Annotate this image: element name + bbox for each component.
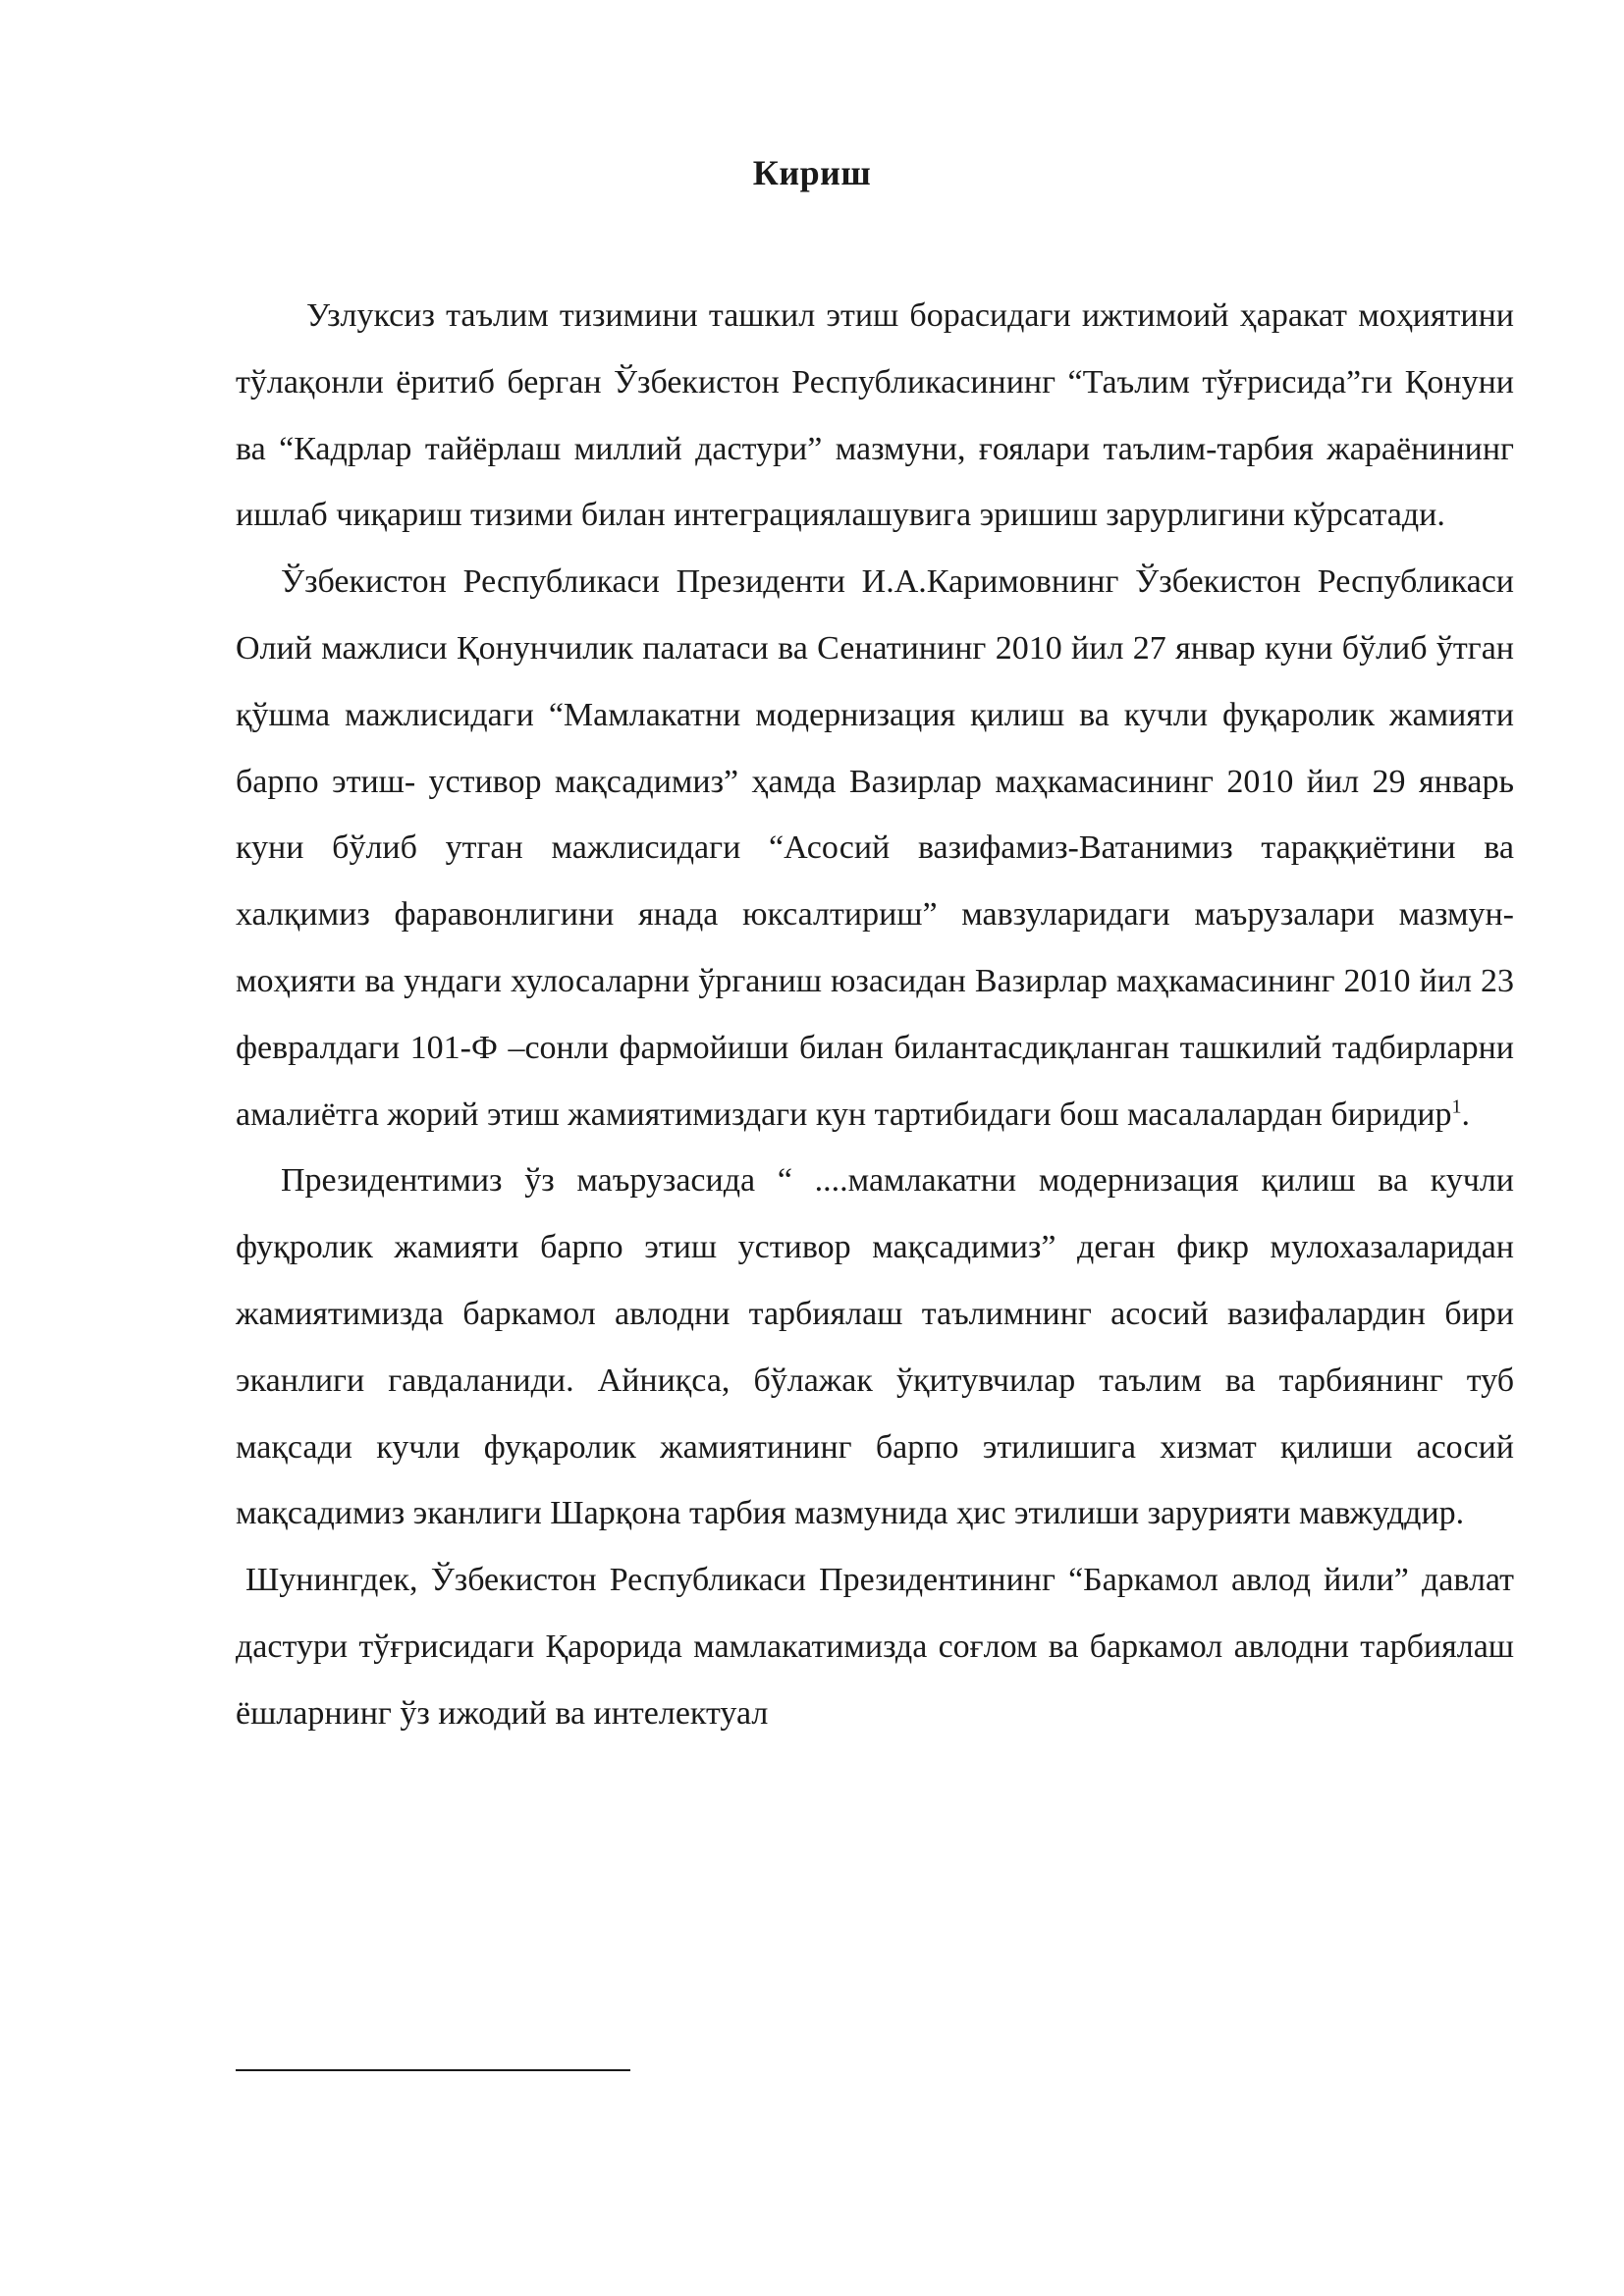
paragraph-2-tail: .: [1461, 1095, 1471, 1133]
paragraph-4: Шунингдек, Ўзбекистон Республикаси Президентининг “Баркамол авлод йили” давлат дастури тўғрисидаги Қарорида мамлакатимизда соғлом ва баркамол авлодни тарбиялаш ёшларнинг ўз ижодий ва интелектуал: [236, 1562, 1514, 1732]
footnote-separator: [236, 2069, 630, 2071]
page-title: Кириш: [752, 153, 872, 192]
paragraph-1: Узлуксиз таълим тизимини ташкил этиш борасидаги ижтимоий ҳаракат моҳиятини тўлақонли ёритиб берган Ўзбекистон Республикасининг “Таълим тўғрисида”ги Қонуни ва “Кадрлар тайёрлаш миллий дастури” мазмуни, ғоялари таълим-тарбия жараёнининг ишлаб чиқариш тизими билан интеграциялашувига эришиш зарурлигини кўрсатади.: [236, 297, 1514, 534]
footnote-reference: 1: [1451, 1095, 1462, 1118]
paragraph-3: Президентимиз ўз маърузасида “ ....мамлакатни модернизация қилиш ва кучли фуқролик жамияти барпо этиш устивор мақсадимиз” деган фикр мулохазаларидан жамиятимизда баркамол авлодни тарбиялаш таълимнинг асосий вазифалардин бири эканлиги гавдаланиди. Айниқса, бўлажак ўқитувчилар таълим ва тарбиянинг туб мақсади кучли фуқаролик жамиятининг барпо этилишига хизмат қилиши асосий мақсадимиз эканлиги Шарқона тарбия мазмунида ҳис этилиши зарурияти мавжуддир.: [236, 1162, 1514, 1532]
document-body: [236, 283, 1514, 1747]
paragraph-2-text: Ўзбекистон Республикаси Президенти И.А.Каримовнинг Ўзбекистон Республикаси Олий мажлиси Қонунчилик палатаси ва Сенатининг 2010 йил 27 январ куни бўлиб ўтган қўшма мажлисидаги “Мамлакатни модернизация қилиш ва кучли фуқаролик жамияти барпо этиш- устивор мақсадимиз” ҳамда Вазирлар маҳкамасининг 2010 йил 29 январь куни бўлиб утган мажлисидаги “Асосий вазифамиз-Ватанимиз тараққиётини ва халқимиз фаравонлигини янада юксалтириш” мавзуларидаги маърузалари мазмун-моҳияти ва ундаги хулосаларни ўрганиш юзасидан Вазирлар маҳкамасининг 2010 йил 23 февралдаги 101-Ф –сонли фармойиши билан билантасдиқланган ташкилий тадбирларни амалиётга жорий этиш жамиятимиздаги кун тартибидаги бош масалалардан биридир: [236, 563, 1514, 1133]
paragraph-2: [236, 549, 1514, 1148]
